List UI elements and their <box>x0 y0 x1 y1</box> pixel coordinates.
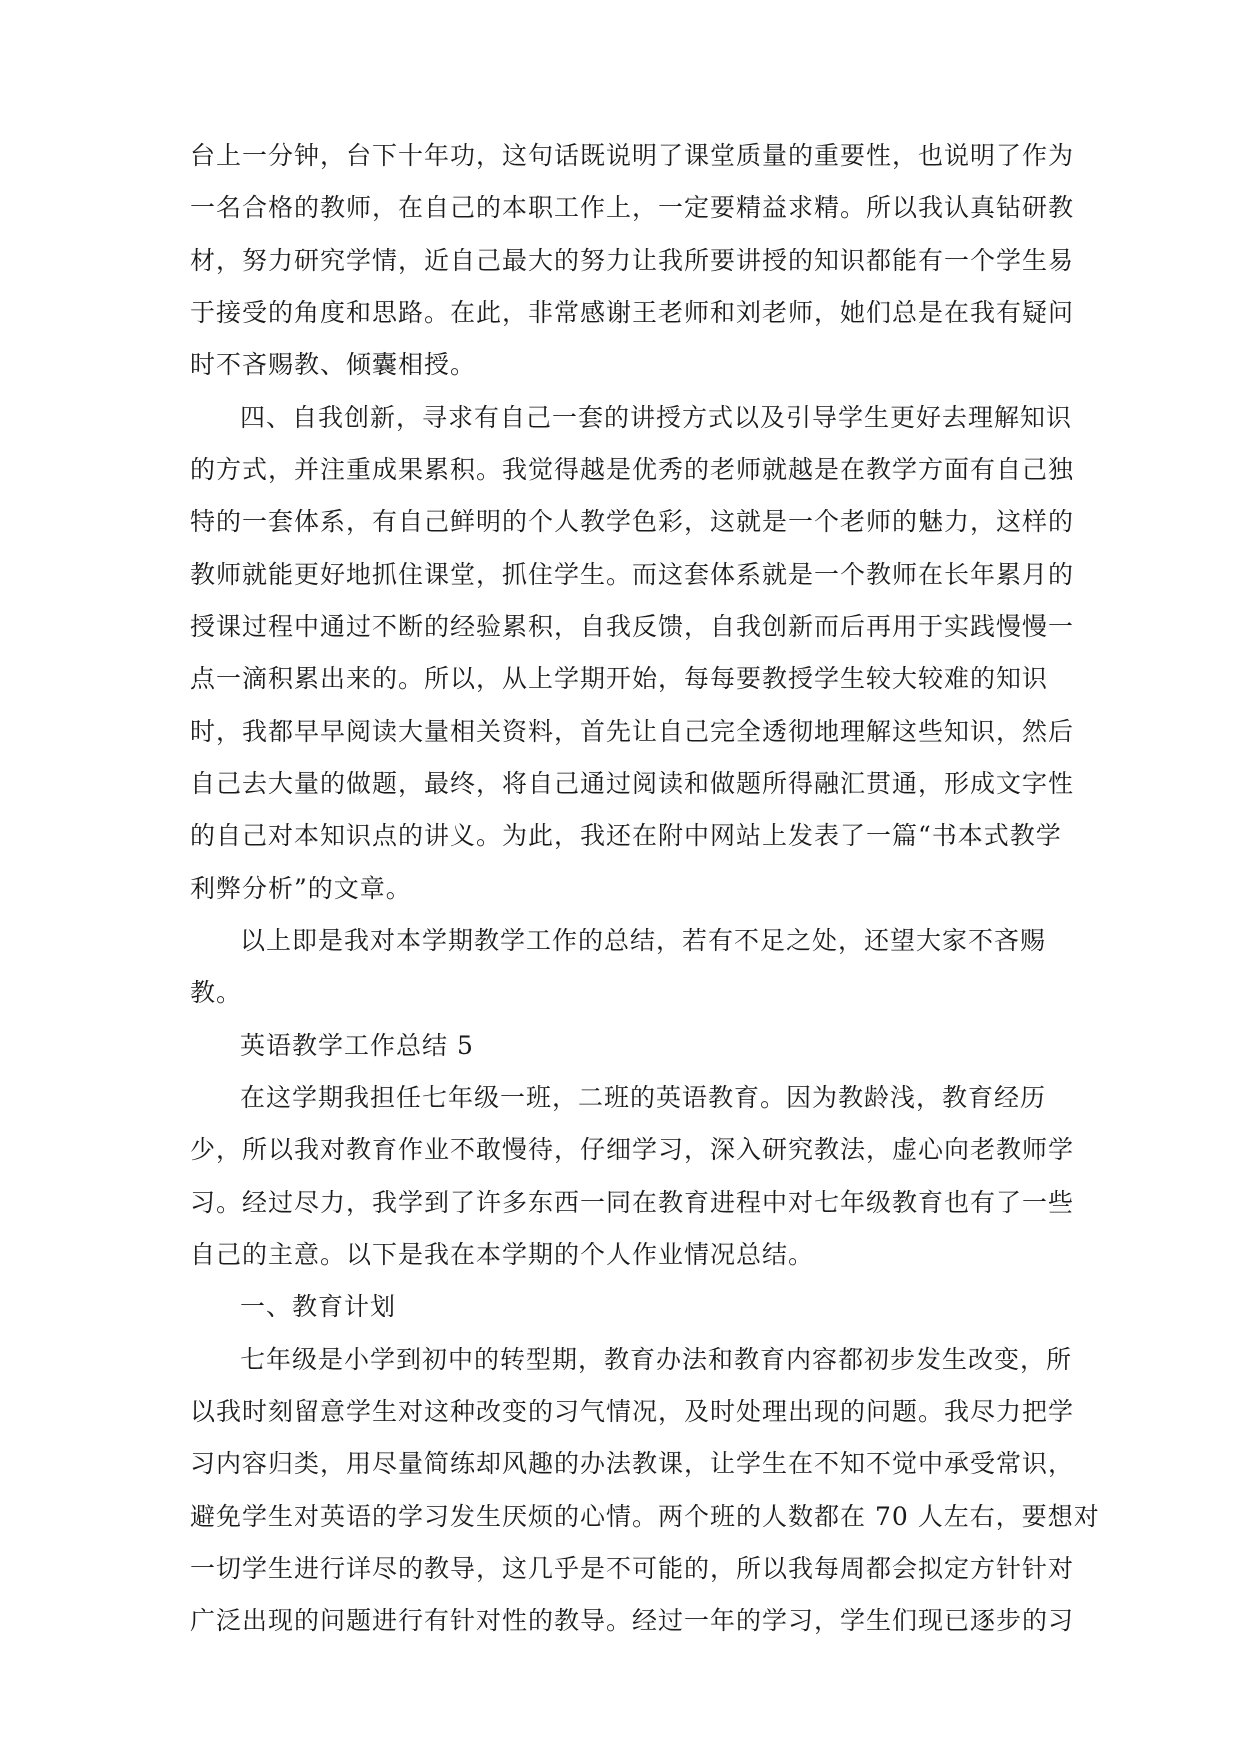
text-line: 广泛出现的问题进行有针对性的教导。经过一年的学习，学生们现已逐步的习 <box>190 1606 1075 1635</box>
text-line: 台上一分钟，台下十年功，这句话既说明了课堂质量的重要性，也说明了作为 <box>190 141 1075 170</box>
text-line: 七年级是小学到初中的转型期，教育办法和教育内容都初步发生改变，所 <box>240 1345 1073 1374</box>
text-line: 在这学期我担任七年级一班，二班的英语教育。因为教龄浅，教育经历 <box>240 1083 1047 1112</box>
text-line: 教。 <box>190 978 243 1007</box>
text-line: 特的一套体系，有自己鲜明的个人教学色彩，这就是一个老师的魅力，这样的 <box>190 507 1075 536</box>
text-line: 自己去大量的做题，最终，将自己通过阅读和做题所得融汇贯通，形成文字性 <box>190 769 1075 798</box>
text-line: 利弊分析”的文章。 <box>190 874 412 903</box>
text-line: 点一滴积累出来的。所以，从上学期开始，每每要教授学生较大较难的知识 <box>190 664 1049 693</box>
text-line: 时不吝赐教、倾囊相授。 <box>190 350 477 379</box>
text-line: 以我时刻留意学生对这种改变的习气情况，及时处理出现的问题。我尽力把学 <box>190 1397 1075 1426</box>
text-line: 一名合格的教师，在自己的本职工作上，一定要精益求精。所以我认真钻研教 <box>190 193 1075 222</box>
text-line: 于接受的角度和思路。在此，非常感谢王老师和刘老师，她们总是在我有疑问 <box>190 298 1075 327</box>
text-line: 自己的主意。以下是我在本学期的个人作业情况总结。 <box>190 1240 815 1269</box>
text-line: 的方式，并注重成果累积。我觉得越是优秀的老师就越是在教学方面有自己独 <box>190 455 1075 484</box>
text-line: 教师就能更好地抓住课堂，抓住学生。而这套体系就是一个教师在长年累月的 <box>190 560 1075 589</box>
text-line: 习内容归类，用尽量简练却风趣的办法教课，让学生在不知不觉中承受常识， <box>190 1449 1075 1478</box>
text-line: 少，所以我对教育作业不敢慢待，仔细学习，深入研究教法，虚心向老教师学 <box>190 1135 1075 1164</box>
text-line: 一切学生进行详尽的教导，这几乎是不可能的，所以我每周都会拟定方针针对 <box>190 1554 1075 1583</box>
text-line: 避免学生对英语的学习发生厌烦的心情。两个班的人数都在 70 人左右，要想对 <box>190 1502 1100 1531</box>
text-line: 英语教学工作总结 5 <box>240 1031 474 1060</box>
text-line: 以上即是我对本学期教学工作的总结，若有不足之处，还望大家不吝赐 <box>240 926 1047 955</box>
text-line: 时，我都早早阅读大量相关资料，首先让自己完全透彻地理解这些知识，然后 <box>190 717 1075 746</box>
text-line: 四、自我创新，寻求有自己一套的讲授方式以及引导学生更好去理解知识 <box>240 403 1073 432</box>
text-line: 习。经过尽力，我学到了许多东西一同在教育进程中对七年级教育也有了一些 <box>190 1188 1075 1217</box>
text-line: 材，努力研究学情，近自己最大的努力让我所要讲授的知识都能有一个学生易 <box>190 246 1075 275</box>
text-line: 的自己对本知识点的讲义。为此，我还在附中网站上发表了一篇“书本式教学 <box>190 821 1062 850</box>
text-line: 一、教育计划 <box>240 1292 397 1321</box>
text-line: 授课过程中通过不断的经验累积，自我反馈，自我创新而后再用于实践慢慢一 <box>190 612 1075 641</box>
